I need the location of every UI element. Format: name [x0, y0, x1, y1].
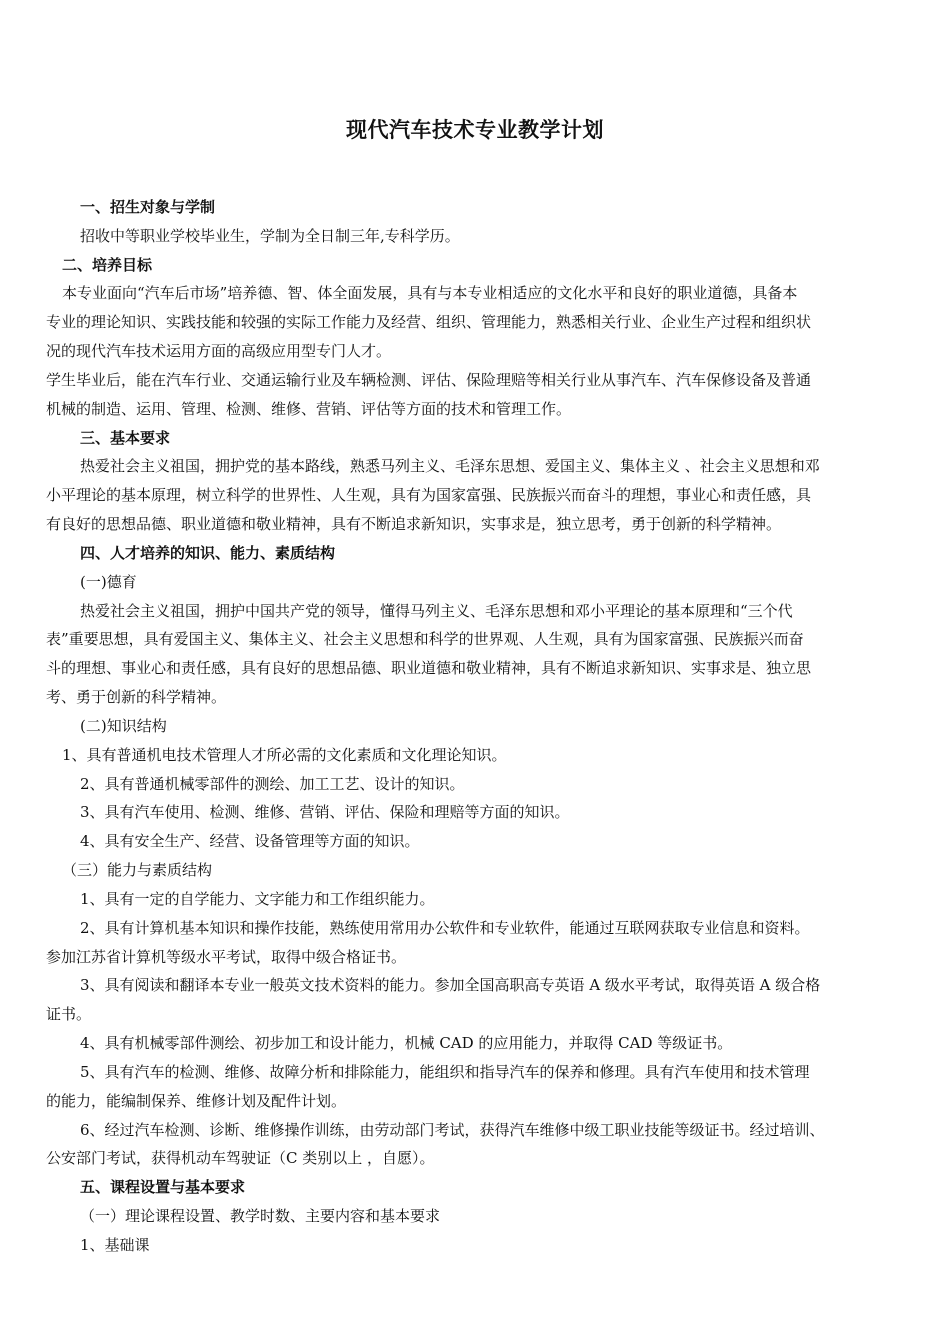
- paragraph-line: 招收中等职业学校毕业生，学制为全日制三年,专科学历。: [80, 226, 460, 245]
- paragraph-line: 热爱社会主义祖国，拥护党的基本路线，熟悉马列主义、毛泽东思想、爱国主义、集体主义 、社会主义思想和邓: [80, 457, 820, 476]
- paragraph-line: 机械的制造、运用、管理、检测、维修、营销、评估等方面的技术和管理工作。: [46, 399, 572, 418]
- paragraph-line: 参加江苏省计算机等级水平考试，取得中级合格证书。: [46, 947, 407, 966]
- paragraph-line: 的能力，能编制保养、维修计划及配件计划。: [46, 1091, 347, 1110]
- paragraph-line: 热爱社会主义祖国，拥护中国共产党的领导，懂得马列主义、毛泽东思想和邓小平理论的基本原理和“三个代: [80, 601, 793, 620]
- paragraph-line: 学生毕业后，能在汽车行业、交通运输行业及车辆检测、评估、保险理赔等相关行业从事汽车、汽车保修设备及普通: [46, 370, 812, 389]
- section-heading: 五、课程设置与基本要求: [80, 1178, 246, 1197]
- section-heading: 三、基本要求: [80, 428, 171, 447]
- paragraph-line: 小平理论的基本原理，树立科学的世界性、人生观，具有为国家富强、民族振兴而奋斗的理想，事业心和责任感，具: [46, 486, 812, 505]
- paragraph-line: 证书。: [46, 1005, 92, 1024]
- paragraph-line: 专业的理论知识、实践技能和较强的实际工作能力及经营、组织、管理能力，熟悉相关行业、企业生产过程和组织状: [46, 313, 812, 332]
- paragraph-line: 4、具有机械零部件测绘、初步加工和设计能力，机械 CAD 的应用能力，并取得 CAD 等级证书。: [80, 1034, 733, 1053]
- paragraph-line: 表”重要思想，具有爱国主义、集体主义、社会主义思想和科学的世界观、人生观，具有为国家富强、民族振兴而奋: [46, 630, 804, 649]
- section-heading: 一、招生对象与学制: [80, 198, 216, 216]
- paragraph-line: 1、具有一定的自学能力、文字能力和工作组织能力。: [80, 889, 435, 908]
- paragraph-line: 5、具有汽车的检测、维修、故障分析和排除能力，能组织和指导汽车的保养和修理。具有汽车使用和技术管理: [80, 1062, 810, 1081]
- paragraph-line: 本专业面向“汽车后市场”培养德、智、体全面发展，具有与本专业相适应的文化水平和良好的职业道德，具备本: [62, 284, 798, 303]
- paragraph-line: 3、具有汽车使用、检测、维修、营销、评估、保险和理赔等方面的知识。: [80, 803, 570, 822]
- paragraph-line: 6、经过汽车检测、诊断、维修操作训练，由劳动部门考试，获得汽车维修中级工职业技能等级证书。经过培训、: [80, 1120, 825, 1139]
- paragraph-line: 有良好的思想品德、职业道德和敬业精神，具有不断追求新知识，实事求是，独立思考，勇于创新的科学精神。: [46, 515, 782, 534]
- paragraph-line: (一)德育: [80, 572, 137, 591]
- paragraph-line: 2、具有计算机基本知识和操作技能，熟练使用常用办公软件和专业软件，能通过互联网获取专业信息和资料。: [80, 918, 810, 937]
- section-heading: 四、人才培养的知识、能力、素质结构: [80, 543, 336, 562]
- paragraph-line: 4、具有安全生产、经营、设备管理等方面的知识。: [80, 832, 420, 851]
- page-title: 现代汽车技术专业教学计划: [346, 118, 604, 142]
- paragraph-line: （三）能力与素质结构: [62, 861, 213, 880]
- paragraph-line: 考、勇于创新的科学精神。: [46, 688, 227, 707]
- paragraph-line: 况的现代汽车技术运用方面的高级应用型专门人才。: [46, 342, 392, 361]
- paragraph-line: （一）理论课程设置、教学时数、主要内容和基本要求: [80, 1207, 441, 1226]
- paragraph-line: 1、基础课: [80, 1235, 150, 1254]
- section-heading: 二、培养目标: [62, 255, 153, 274]
- paragraph-line: 斗的理想、事业心和责任感，具有良好的思想品德、职业道德和敬业精神，具有不断追求新知识、实事求是、独立思: [46, 659, 812, 678]
- paragraph-line: 1、具有普通机电技术管理人才所必需的文化素质和文化理论知识。: [62, 745, 507, 764]
- paragraph-line: (二)知识结构: [80, 716, 167, 735]
- paragraph-line: 2、具有普通机械零部件的测绘、加工工艺、设计的知识。: [80, 774, 465, 793]
- paragraph-line: 公安部门考试，获得机动车驾驶证（C 类别以上 ，自愿）。: [46, 1149, 435, 1168]
- paragraph-line: 3、具有阅读和翻译本专业一般英文技术资料的能力。参加全国高职高专英语 A 级水平考试，取得英语 A 级合格: [80, 976, 821, 995]
